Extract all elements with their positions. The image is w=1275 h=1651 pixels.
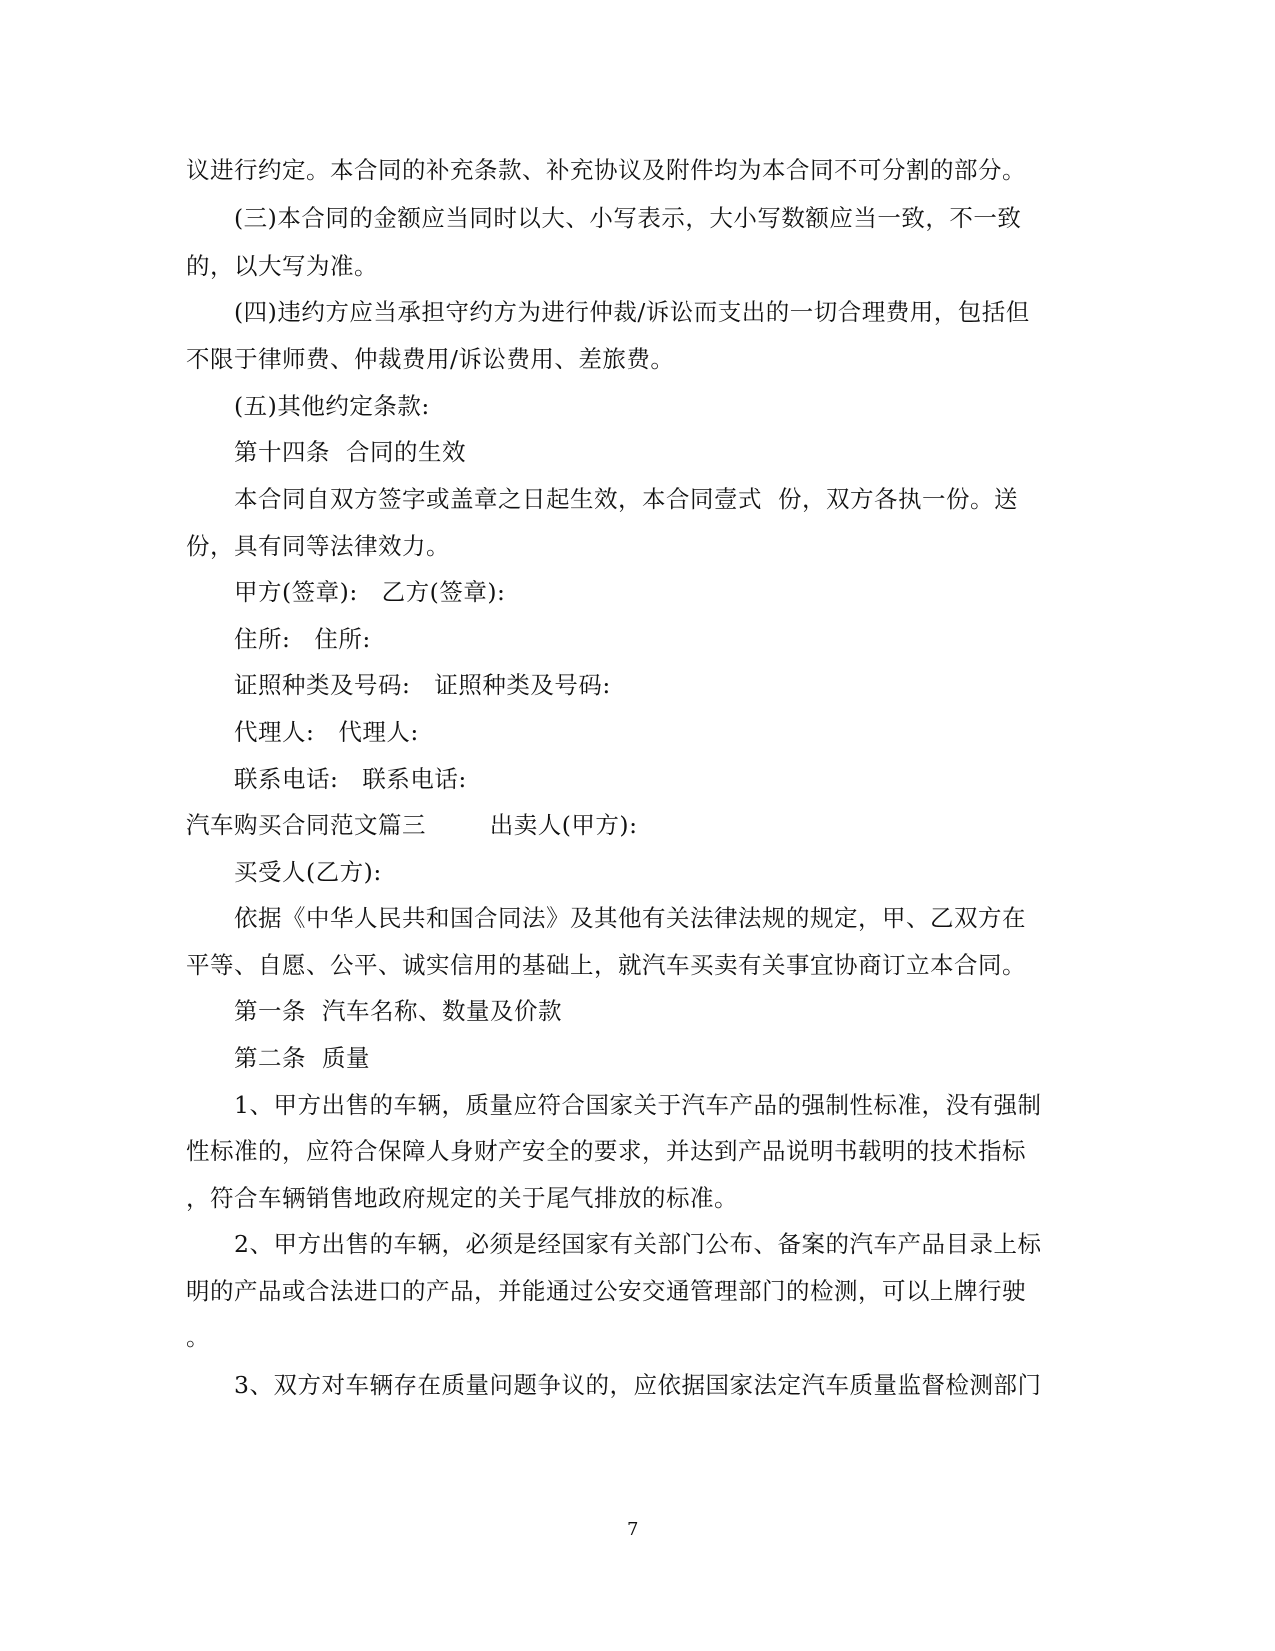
signature-field-line: 甲方(签章): 乙方(签章): [234,578,506,606]
text-line: (三)本合同的金额应当同时以大、小写表示，大小写数额应当一致，不一致 [234,204,1022,232]
section-heading: 第二条 质量 [234,1044,370,1072]
signature-field-line: 住所: 住所: [234,625,371,653]
text-line: 2、甲方出售的车辆，必须是经国家有关部门公布、备案的汽车产品目录上标 [234,1230,1042,1258]
text-line: 买受人(乙方): [234,858,382,886]
text-line: (四)违约方应当承担守约方为进行仲裁/诉讼而支出的一切合理费用，包括但 [234,298,1030,326]
text-line: 议进行约定。本合同的补充条款、补充协议及附件均为本合同不可分割的部分。 [186,156,1026,184]
text-line: 的，以大写为准。 [186,252,378,280]
text-line: ，符合车辆销售地政府规定的关于尾气排放的标准。 [186,1184,738,1212]
signature-field-line: 代理人: 代理人: [234,718,419,746]
text-line: 不限于律师费、仲裁费用/诉讼费用、差旅费。 [186,345,675,373]
signature-field-line: 证照种类及号码: 证照种类及号码: [234,671,611,699]
text-line: 1、甲方出售的车辆，质量应符合国家关于汽车产品的强制性标准，没有强制 [234,1091,1042,1119]
text-line: 3、双方对车辆存在质量问题争议的，应依据国家法定汽车质量监督检测部门 [234,1371,1042,1399]
text-line: 依据《中华人民共和国合同法》及其他有关法律法规的规定，甲、乙双方在 [234,904,1026,932]
text-line: 平等、自愿、公平、诚实信用的基础上，就汽车买卖有关事宜协商订立本合同。 [186,951,1026,979]
text-line: 本合同自双方签字或盖章之日起生效，本合同壹式 份，双方各执一份。送 [234,485,1018,513]
text-line: 性标准的，应符合保障人身财产安全的要求，并达到产品说明书载明的技术指标 [186,1137,1026,1165]
page-number: 7 [627,1519,639,1540]
text-line: 。 [186,1323,210,1351]
article-title-line: 汽车购买合同范文篇三 出卖人(甲方): [186,811,638,839]
signature-field-line: 联系电话: 联系电话: [234,765,467,793]
text-line: 份，具有同等法律效力。 [186,532,450,560]
section-heading: 第十四条 合同的生效 [234,438,466,466]
section-heading: 第一条 汽车名称、数量及价款 [234,997,562,1025]
text-line: 明的产品或合法进口的产品，并能通过公安交通管理部门的检测，可以上牌行驶 [186,1277,1026,1305]
text-line: (五)其他约定条款: [234,392,430,420]
